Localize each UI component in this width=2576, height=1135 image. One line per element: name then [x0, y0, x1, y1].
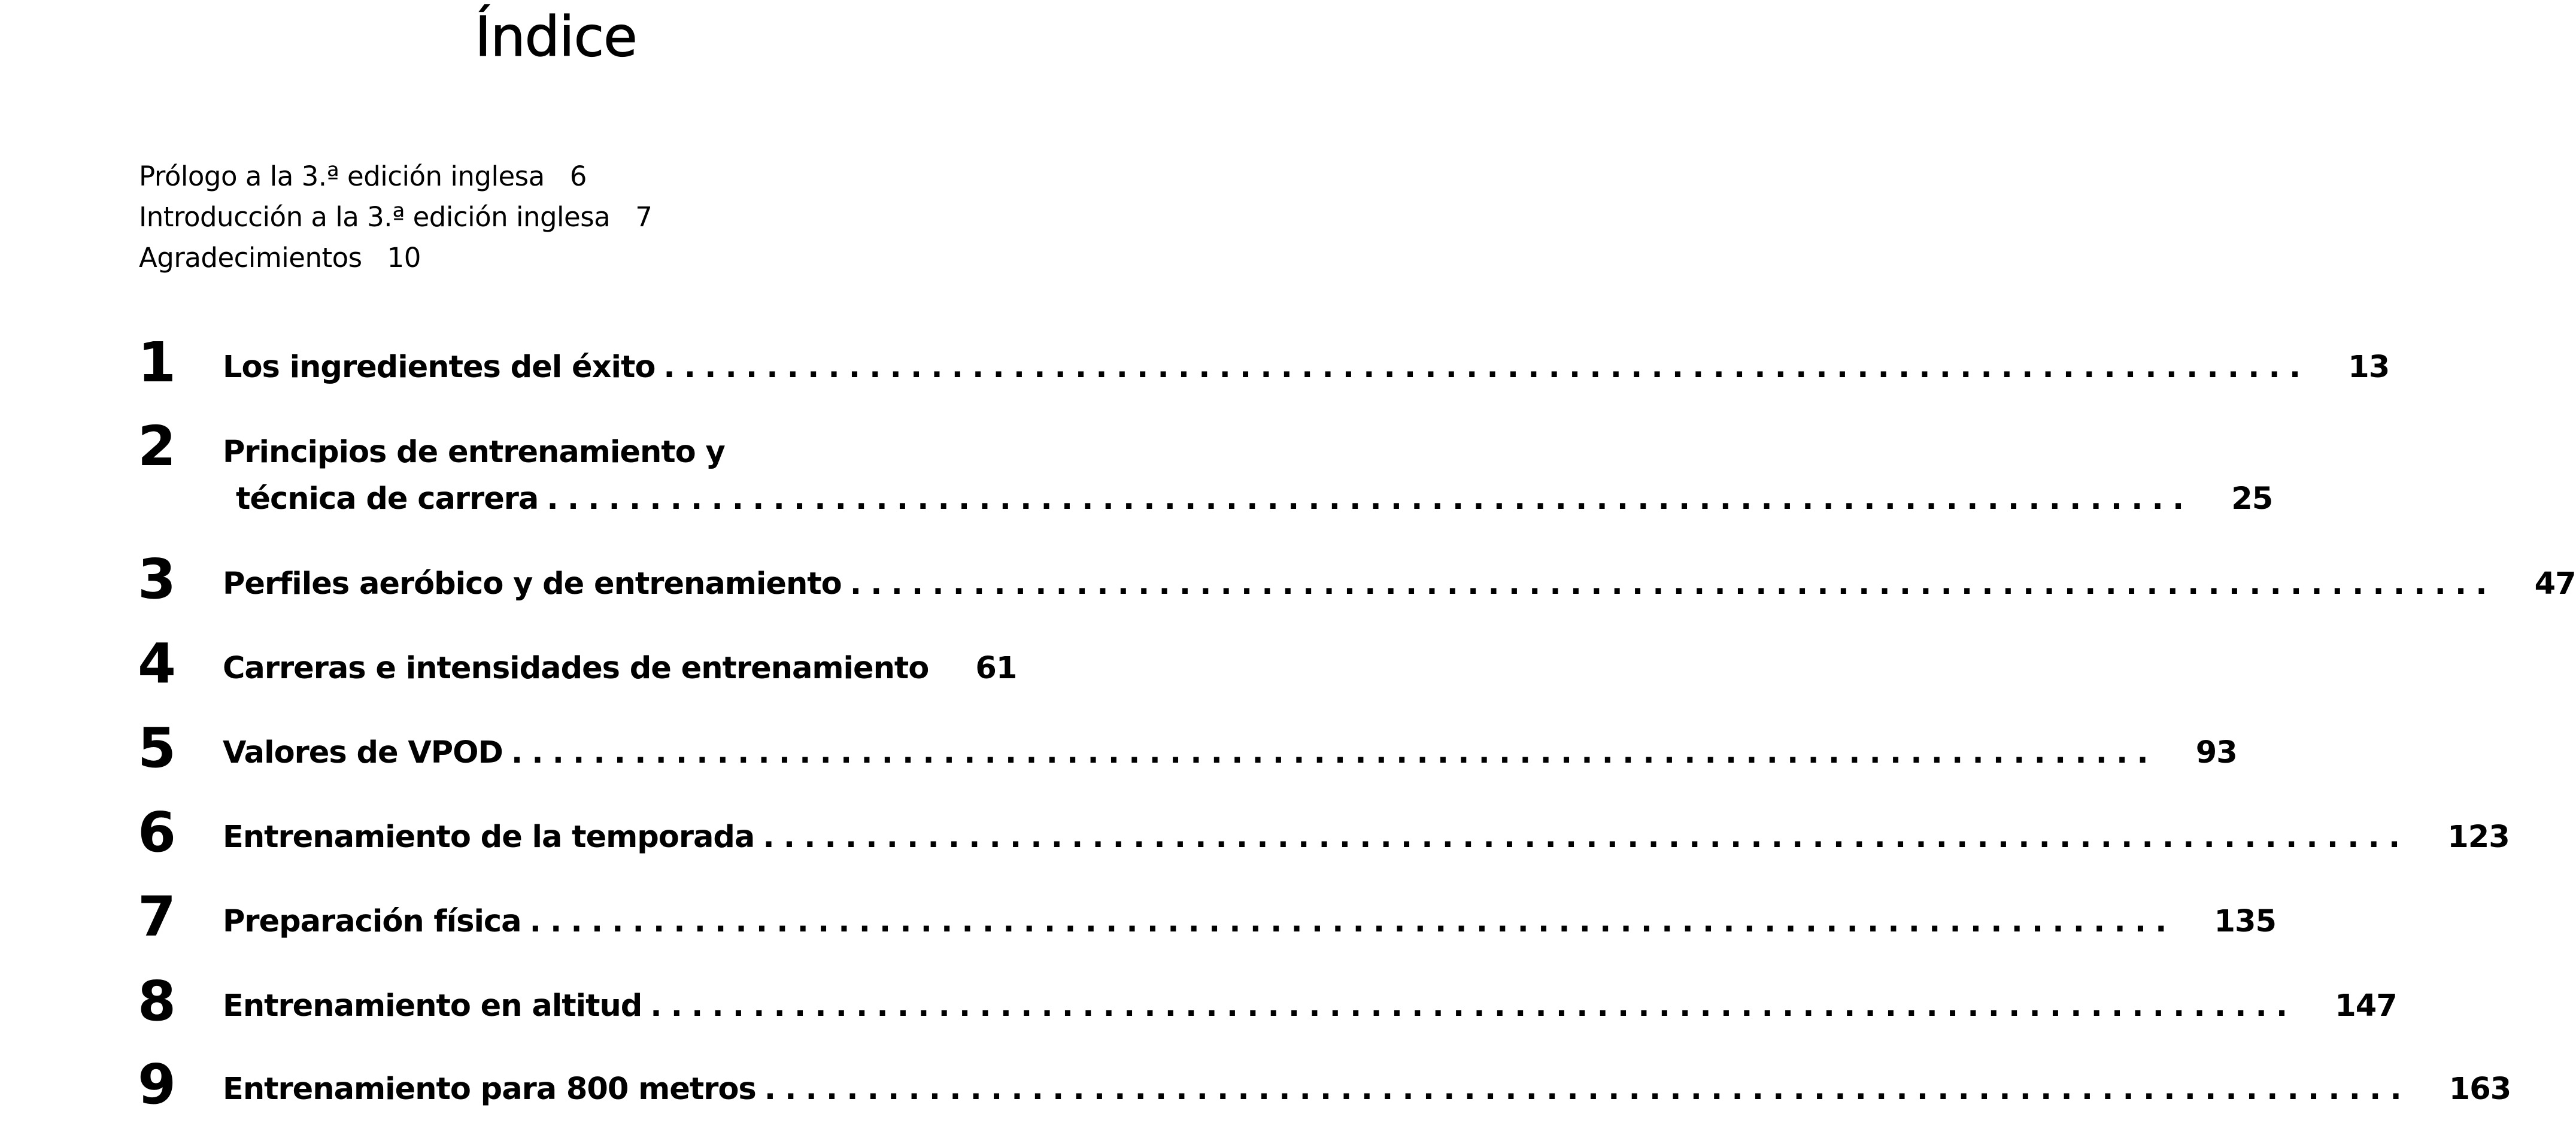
dot-leader: ................................................................................	[511, 735, 2158, 770]
front-matter-label: Prólogo a la 3.ª edición inglesa	[139, 160, 545, 192]
chapter-title: Perfiles aeróbico y de entrenamiento	[223, 566, 842, 602]
chapter-entry-5[interactable]	[0, 716, 2237, 799]
chapter-title: Los ingredientes del éxito	[223, 350, 656, 385]
chapter-title: Preparación física	[223, 904, 521, 939]
chapter-title-line1: Principios de entrenamiento y	[223, 435, 725, 470]
dot-leader: ................................................................................	[529, 904, 2176, 939]
chapter-number: 1	[138, 330, 175, 394]
chapter-title-line2: técnica de carrera	[236, 481, 539, 517]
chapter-title: Entrenamiento en altitud	[223, 988, 642, 1024]
front-matter-item-agradecimientos[interactable]	[139, 242, 421, 274]
chapter-page: 93	[2195, 735, 2237, 770]
chapter-title: Carreras e intensidades de entrenamiento	[223, 651, 929, 686]
dot-leader: ................................................................................	[547, 481, 2193, 517]
chapter-title: Entrenamiento para 800 metros	[223, 1072, 756, 1107]
chapter-page: 123	[2447, 820, 2510, 855]
chapter-number: 4	[138, 632, 175, 696]
dot-leader: ................................................................................	[650, 988, 2297, 1024]
dot-leader: ................................................................................	[663, 350, 2310, 385]
front-matter-page: 6	[569, 160, 587, 192]
front-matter-label: Agradecimientos	[139, 242, 362, 274]
chapter-page: 163	[2448, 1072, 2511, 1107]
chapter-number: 8	[138, 969, 175, 1033]
chapter-page: 13	[2348, 350, 2390, 385]
chapter-entry-1[interactable]	[0, 330, 2390, 413]
chapter-title: Entrenamiento de la temporada	[223, 820, 755, 855]
front-matter-item-prologo[interactable]	[139, 160, 587, 192]
chapter-entry-4[interactable]	[0, 632, 1112, 714]
chapter-entry-8[interactable]	[0, 969, 2397, 1052]
front-matter-label: Introducción a la 3.ª edición inglesa	[139, 201, 611, 233]
page-title: Índice	[475, 5, 637, 69]
chapter-number: 7	[138, 885, 175, 949]
chapter-entry-2[interactable]	[0, 414, 2273, 527]
front-matter-page: 7	[635, 201, 653, 233]
chapter-entry-9[interactable]	[0, 1052, 2511, 1135]
chapter-page: 147	[2335, 988, 2397, 1024]
chapter-number: 5	[138, 716, 175, 780]
dot-leader: ................................................................................	[763, 820, 2410, 855]
front-matter-item-introduccion[interactable]	[139, 201, 652, 233]
chapter-number: 3	[138, 547, 175, 611]
chapter-page: 25	[2231, 481, 2273, 517]
chapter-page: 61	[975, 651, 1017, 686]
chapter-entry-3[interactable]	[0, 547, 2576, 630]
chapter-page: 135	[2214, 904, 2276, 939]
dot-leader: ................................................................................	[764, 1072, 2411, 1107]
chapter-page: 47	[2534, 566, 2576, 602]
chapter-entry-7[interactable]	[0, 885, 2276, 967]
chapter-number: 2	[138, 414, 175, 478]
chapter-number: 6	[138, 800, 175, 864]
chapter-number: 9	[138, 1052, 175, 1116]
front-matter-page: 10	[387, 242, 421, 274]
chapter-title: Valores de VPOD	[223, 735, 503, 770]
chapter-entry-6[interactable]	[0, 800, 2510, 883]
dot-leader: ................................................................................	[849, 566, 2496, 602]
